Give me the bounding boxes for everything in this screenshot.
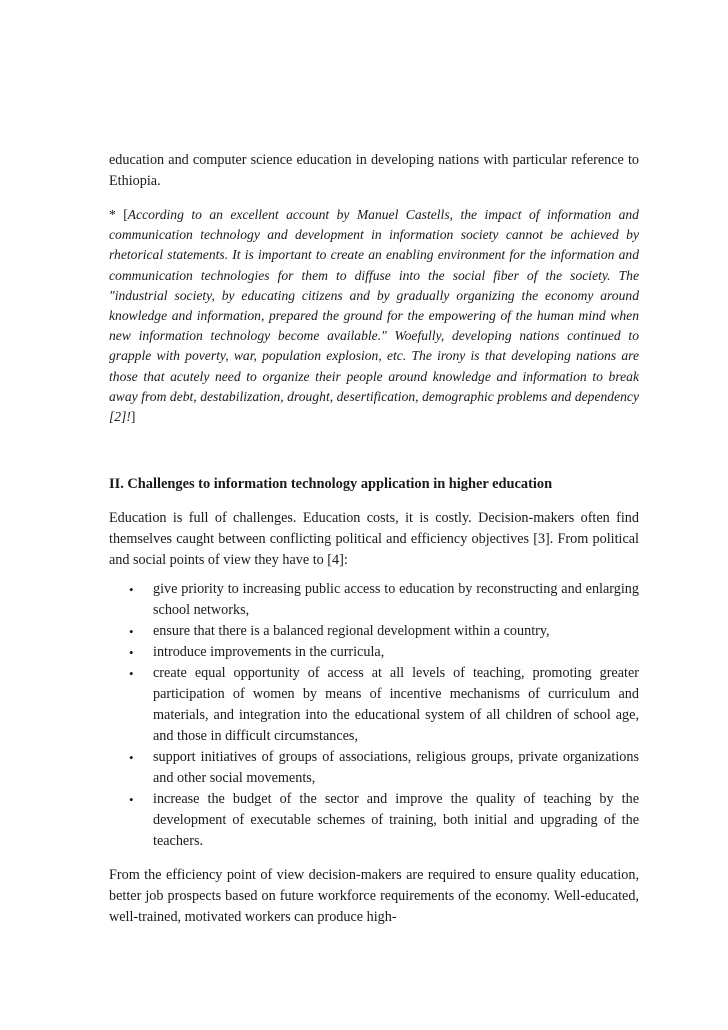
list-item (129, 663, 639, 747)
bullet-list (109, 579, 639, 852)
section-intro: Education is full of challenges. Education costs, it is costly. Decision-makers often find themselves caught between conflicting political and efficiency objectives [3]. From political and social points of view they have to [4]: (109, 510, 639, 569)
list-item (129, 579, 639, 621)
bullet-icon: • (129, 582, 134, 598)
list-item-text: support initiatives of groups of associations, religious groups, private organizations and other social movements, (153, 749, 639, 787)
intro-fragment: education and computer science education in developing nations with particular reference to Ethiopia. (109, 152, 639, 189)
list-item-text: create equal opportunity of access at all levels of teaching, promoting greater participation of women by means of incentive mechanisms of curriculum and materials, and integration into the educational system of all children of school age, and those in difficult circumstances, (153, 665, 639, 745)
bullet-icon: • (129, 645, 134, 661)
section-heading: II. Challenges to information technology application in higher education (109, 476, 553, 493)
closing-paragraph: From the efficiency point of view decision-makers are required to ensure quality education, better job prospects based on future workforce requirements of the economy. Well-educated, well-trained, motivated workers can produce high- (109, 867, 639, 926)
list-item (129, 747, 639, 789)
footnote-paragraph (109, 205, 639, 427)
list-item-text: increase the budget of the sector and improve the quality of teaching by the development of executable schemes of training, both initial and upgrading of the teachers. (153, 791, 639, 850)
bullet-icon: • (129, 750, 134, 766)
list-item (129, 789, 639, 852)
list-item (129, 621, 639, 642)
list-item-text: give priority to increasing public access to education by reconstructing and enlarging school networks, (153, 581, 639, 619)
footnote-italic-text: According to an excellent account by Manuel Castells, the impact of information and communication technology and development in information society cannot be achieved by rhetorical statements. It is important to create an enabling environment for the information and communication technologies for them to diffuse into the social fiber of the society. The "industrial society, by educating citizens and by gradually organizing the economy around knowledge and information, prepared the ground for the empowering of the human mind when new information technology become available." Woefully, developing nations continued to grapple with poverty, war, population explosion, etc. The irony is that developing nations are those that acutely need to organize their people around knowledge and information to break away from debt, destabilization, drought, desertification, demographic problems and dependency [2]! (109, 207, 639, 425)
bullet-icon: • (129, 624, 134, 640)
document-page (109, 150, 639, 928)
list-item-text: ensure that there is a balanced regional development within a country, (153, 623, 550, 640)
bullet-icon: • (129, 792, 134, 808)
footnote-star: * [ (109, 207, 128, 222)
list-item-text: introduce improvements in the curricula, (153, 644, 385, 661)
footnote-close: ] (130, 409, 136, 425)
bullet-icon: • (129, 666, 134, 682)
list-item (129, 642, 639, 663)
